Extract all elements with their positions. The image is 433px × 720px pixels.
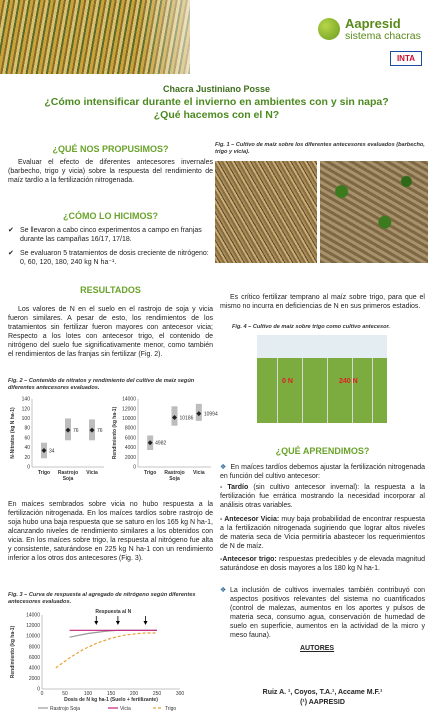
como-list (8, 226, 213, 272)
autores-names: Ruiz A. ¹, Coyos, T.A.¹, Accame M.F.¹ (262, 689, 383, 696)
diamond-bullet-icon: ❖ (220, 587, 227, 594)
logo-subtitle: sistema chacras (345, 30, 421, 42)
y-axis-title: Rendimiento (kg ha-1) (10, 625, 16, 679)
page-title: ¿Cómo intensificar durante el invierno en ambientes con y sin napa?¿Qué hacemos con el N? (44, 96, 389, 121)
chart-respuesta-n (8, 605, 213, 717)
x-tick-label: 50 (62, 691, 68, 697)
data-label: 76 (73, 427, 79, 434)
annotation-arrowhead (116, 621, 120, 625)
tardio-label: - Tardío (220, 484, 249, 491)
inta-logo: INTA (390, 51, 422, 66)
fig4-photo-row (352, 358, 353, 423)
data-label: 10994 (203, 411, 218, 418)
aapresid-logo (318, 16, 428, 46)
legend-label: Vicia (120, 706, 131, 712)
autores-heading: AUTORES (300, 645, 335, 652)
y-tick-label: 60 (24, 435, 30, 442)
fig4-caption: Fig. 4 – Cultivo de maíz sobre trigo como cultivo antecesor. (232, 324, 390, 330)
y-tick-label: 0 (133, 464, 136, 471)
aapresid-logo-icon (318, 18, 340, 40)
tardio-text: (sin cultivo antecesor invernal): la respuesta a la fertilización fue errática mostrando la necesidad incorporar al análisis otras variables. (220, 484, 425, 509)
trigo-label: -Antecesor trigo: (220, 556, 277, 563)
y-tick-label: 4000 (28, 665, 40, 672)
y-tick-label: 40 (24, 445, 30, 452)
y-tick-label: 20 (24, 454, 30, 461)
fig3-caption: Fig. 3 – Curva de respuesta al agregado de nitrógeno según diferentes antecesores evaluados. (8, 592, 196, 605)
y-tick-label: 8000 (124, 425, 136, 432)
y-tick-label: 0 (37, 686, 40, 693)
x-axis-title: Dosis de N kg ha-1 (Suelo + fertilizante) (64, 697, 158, 703)
heading-aprendimos: ¿QUÉ APRENDIMOS? (275, 446, 370, 456)
x-tick-label: Trigo (144, 470, 157, 476)
x-tick-label: Soja (62, 476, 74, 482)
chart-rendimiento-svg (110, 393, 218, 485)
como-bullet (8, 249, 213, 267)
x-tick-label: Trigo (37, 470, 51, 476)
legend-label: Trigo (165, 706, 177, 712)
fig1-photo (215, 161, 428, 263)
diamond-bullet-icon: ❖ (220, 464, 227, 471)
proposito-text: Evaluar el efecto de diferentes antecesores invernales (barbecho, trigo y vicia) sobre la respuesta del rendimiento de maíz tardío a la fertilización nitrogenada. (8, 159, 213, 184)
check-icon: ✔ (8, 227, 14, 234)
aprendimos-b2 (220, 586, 425, 640)
annotation-arrowhead (94, 621, 98, 625)
check-icon: ✔ (8, 250, 14, 257)
x-tick-label: 300 (175, 691, 185, 697)
y-tick-label: 2000 (124, 454, 136, 461)
fig1-photo-right (320, 161, 428, 263)
critico-text: Es crítico fertilizar temprano al maíz sobre trigo, para que el mismo no incurra en deficiencias de N en sus primeros estadios. (220, 294, 425, 310)
aprendimos-trigo (220, 555, 425, 573)
x-tick-label: 150 (106, 691, 116, 697)
fig1-caption: Fig. 1 – Cultivo de maíz sobre los diferentes antecesores evaluados (barbecho, trigo y vicia). (215, 142, 425, 155)
como-bullet-text: Se evaluaron 5 tratamientos de dosis creciente de nitrógeno: 0, 60, 120, 180, 240 kg N ha⁻¹. (20, 250, 209, 266)
data-label: 76 (97, 427, 103, 434)
chart-nitratos-svg (8, 393, 108, 485)
resultados-text-1: Los valores de N en el suelo en el rastrojo de soja y vicia fueron similares. A pesar de esto, los rendimientos de los tratamientos sin fertilizar fueron mayores con antecesor vicia; Respecto a los lotes con antecesor trigo, el contenido de nitrógeno del suelo fue significativamente menor, como también el rendimientos de las franjas sin fertilizar (Fig. 2). (8, 306, 213, 358)
series-line (56, 633, 157, 668)
series-line (70, 630, 157, 637)
vicia-label: - Antecesor Vicia: (220, 516, 280, 523)
chart-respuesta-n-svg (8, 605, 213, 717)
aprendimos-tardio (220, 483, 425, 510)
y-tick-label: 120 (21, 406, 30, 413)
y-tick-label: 100 (21, 416, 30, 423)
y-tick-label: 4000 (124, 445, 136, 452)
annotation-label: Respuesta al N (95, 609, 132, 615)
fig4-photo-row (277, 358, 278, 423)
como-bullet (8, 226, 213, 244)
y-tick-label: 8000 (28, 644, 40, 651)
fig2-caption: Fig. 2 – Contenido de nitratos y rendimiento del cultivo de maíz según diferentes antecesores evaluados. (8, 378, 195, 391)
fig1-photo-left (215, 161, 317, 263)
x-tick-label: 0 (40, 691, 44, 697)
y-tick-label: 6000 (28, 654, 40, 661)
header (0, 0, 433, 74)
y-tick-label: 80 (24, 425, 30, 432)
chacra-name: Chacra Justiniano Posse (162, 84, 271, 94)
chart-nitratos (8, 393, 108, 485)
data-label: 10186 (179, 415, 194, 422)
y-tick-label: 10000 (122, 416, 136, 423)
x-tick-label: 250 (152, 691, 162, 697)
y-tick-label: 2000 (28, 676, 40, 683)
logo-name: Aapresid (345, 16, 401, 31)
heading-proposito: ¿QUÉ NOS PROPUSIMOS? (52, 144, 169, 154)
x-tick-label: Vicia (193, 470, 205, 476)
y-tick-label: 12000 (122, 406, 136, 413)
x-tick-label: Rastrojo (164, 470, 185, 476)
y-tick-label: 12000 (26, 623, 40, 630)
legend-label: Rastrojo Soja (50, 706, 81, 712)
heading-como: ¿CÓMO LO HICIMOS? (63, 211, 158, 221)
chart-rendimiento (110, 393, 218, 485)
resultados-text-2: En maíces sembrados sobre vicia no hubo respuesta a la fertilización nitrogenada. En los maíces tardíos sobre rastrojo de soja hubo una baja respuesta que se saturo en los 165 kg N ha-1, alcanzando niveles de rendimiento similares a los obtenidos con vicia. En los maíces sobre trigo, la respuesta al nitrógeno fue alta y consistente, saturándose en 225 kg N ha-1 con un rendimiento inferior a los otros dos antecesores (Fig. 3). (8, 501, 213, 562)
trigo-text: respuestas predecibles y de elevada magnitud saturándose en dosis mayores a los 180 kg N ha-1. (220, 556, 425, 572)
heading-resultados: RESULTADOS (80, 285, 141, 295)
aprendimos-vicia (220, 515, 425, 551)
fig4-photo-row (327, 358, 328, 423)
como-bullet-text: Se llevaron a cabo cinco experimentos a campo en franjas durante las campañas 16/17, 17/18. (20, 227, 202, 243)
aprendimos-b2-text: La inclusión de cultivos invernales también contribuyó con aspectos positivos relevantes del sistema no cuantificados (control de malezas, aumentos en los aportes y pulsos de materia seca, consumo agua, conservación de humedad de suelo en superficie, aumentos en la actividad de la micro y meso fauna). (230, 587, 425, 639)
fig4-label-left: 0 N (282, 378, 293, 385)
fig4-label-right: 240 N (339, 378, 358, 385)
y-tick-label: 6000 (124, 435, 136, 442)
aprendimos-b1-text: En maíces tardíos debemos ajustar la fertilización nitrogenada en función del cultivo antecesor: (220, 464, 425, 480)
x-tick-label: 100 (83, 691, 93, 697)
x-tick-label: Vicia (86, 470, 98, 476)
header-photo-fade (140, 0, 230, 74)
aprendimos-b1 (220, 463, 425, 481)
annotation-arrowhead (144, 621, 148, 625)
vicia-text: muy baja probabilidad de encontrar respuesta a la fertilización nitrogenada sugiriendo que lograr altos niveles de materia seca de Vicia permitiría abastecer los requerimientos de N de maíz. (220, 516, 425, 550)
y-axis-title: N-Nitratos (kg N ha-1) (10, 407, 16, 459)
y-axis-title: Rendimiento (kg ha-1) (112, 406, 118, 460)
fig4-photo-row (302, 358, 303, 423)
fig4-photo (257, 335, 387, 423)
x-tick-label: Soja (169, 476, 180, 482)
x-tick-label: Rastrojo (57, 470, 79, 476)
y-tick-label: 140 (21, 396, 30, 403)
y-tick-label: 14000 (122, 396, 136, 403)
x-tick-label: 200 (129, 691, 139, 697)
y-tick-label: 0 (27, 464, 30, 471)
y-tick-label: 10000 (26, 633, 40, 640)
data-label: 34 (49, 448, 55, 455)
y-tick-label: 14000 (26, 612, 40, 619)
autores-affiliation: (¹) AAPRESID (300, 699, 345, 706)
data-label: 4982 (155, 440, 167, 447)
fig4-photo-row (372, 358, 373, 423)
